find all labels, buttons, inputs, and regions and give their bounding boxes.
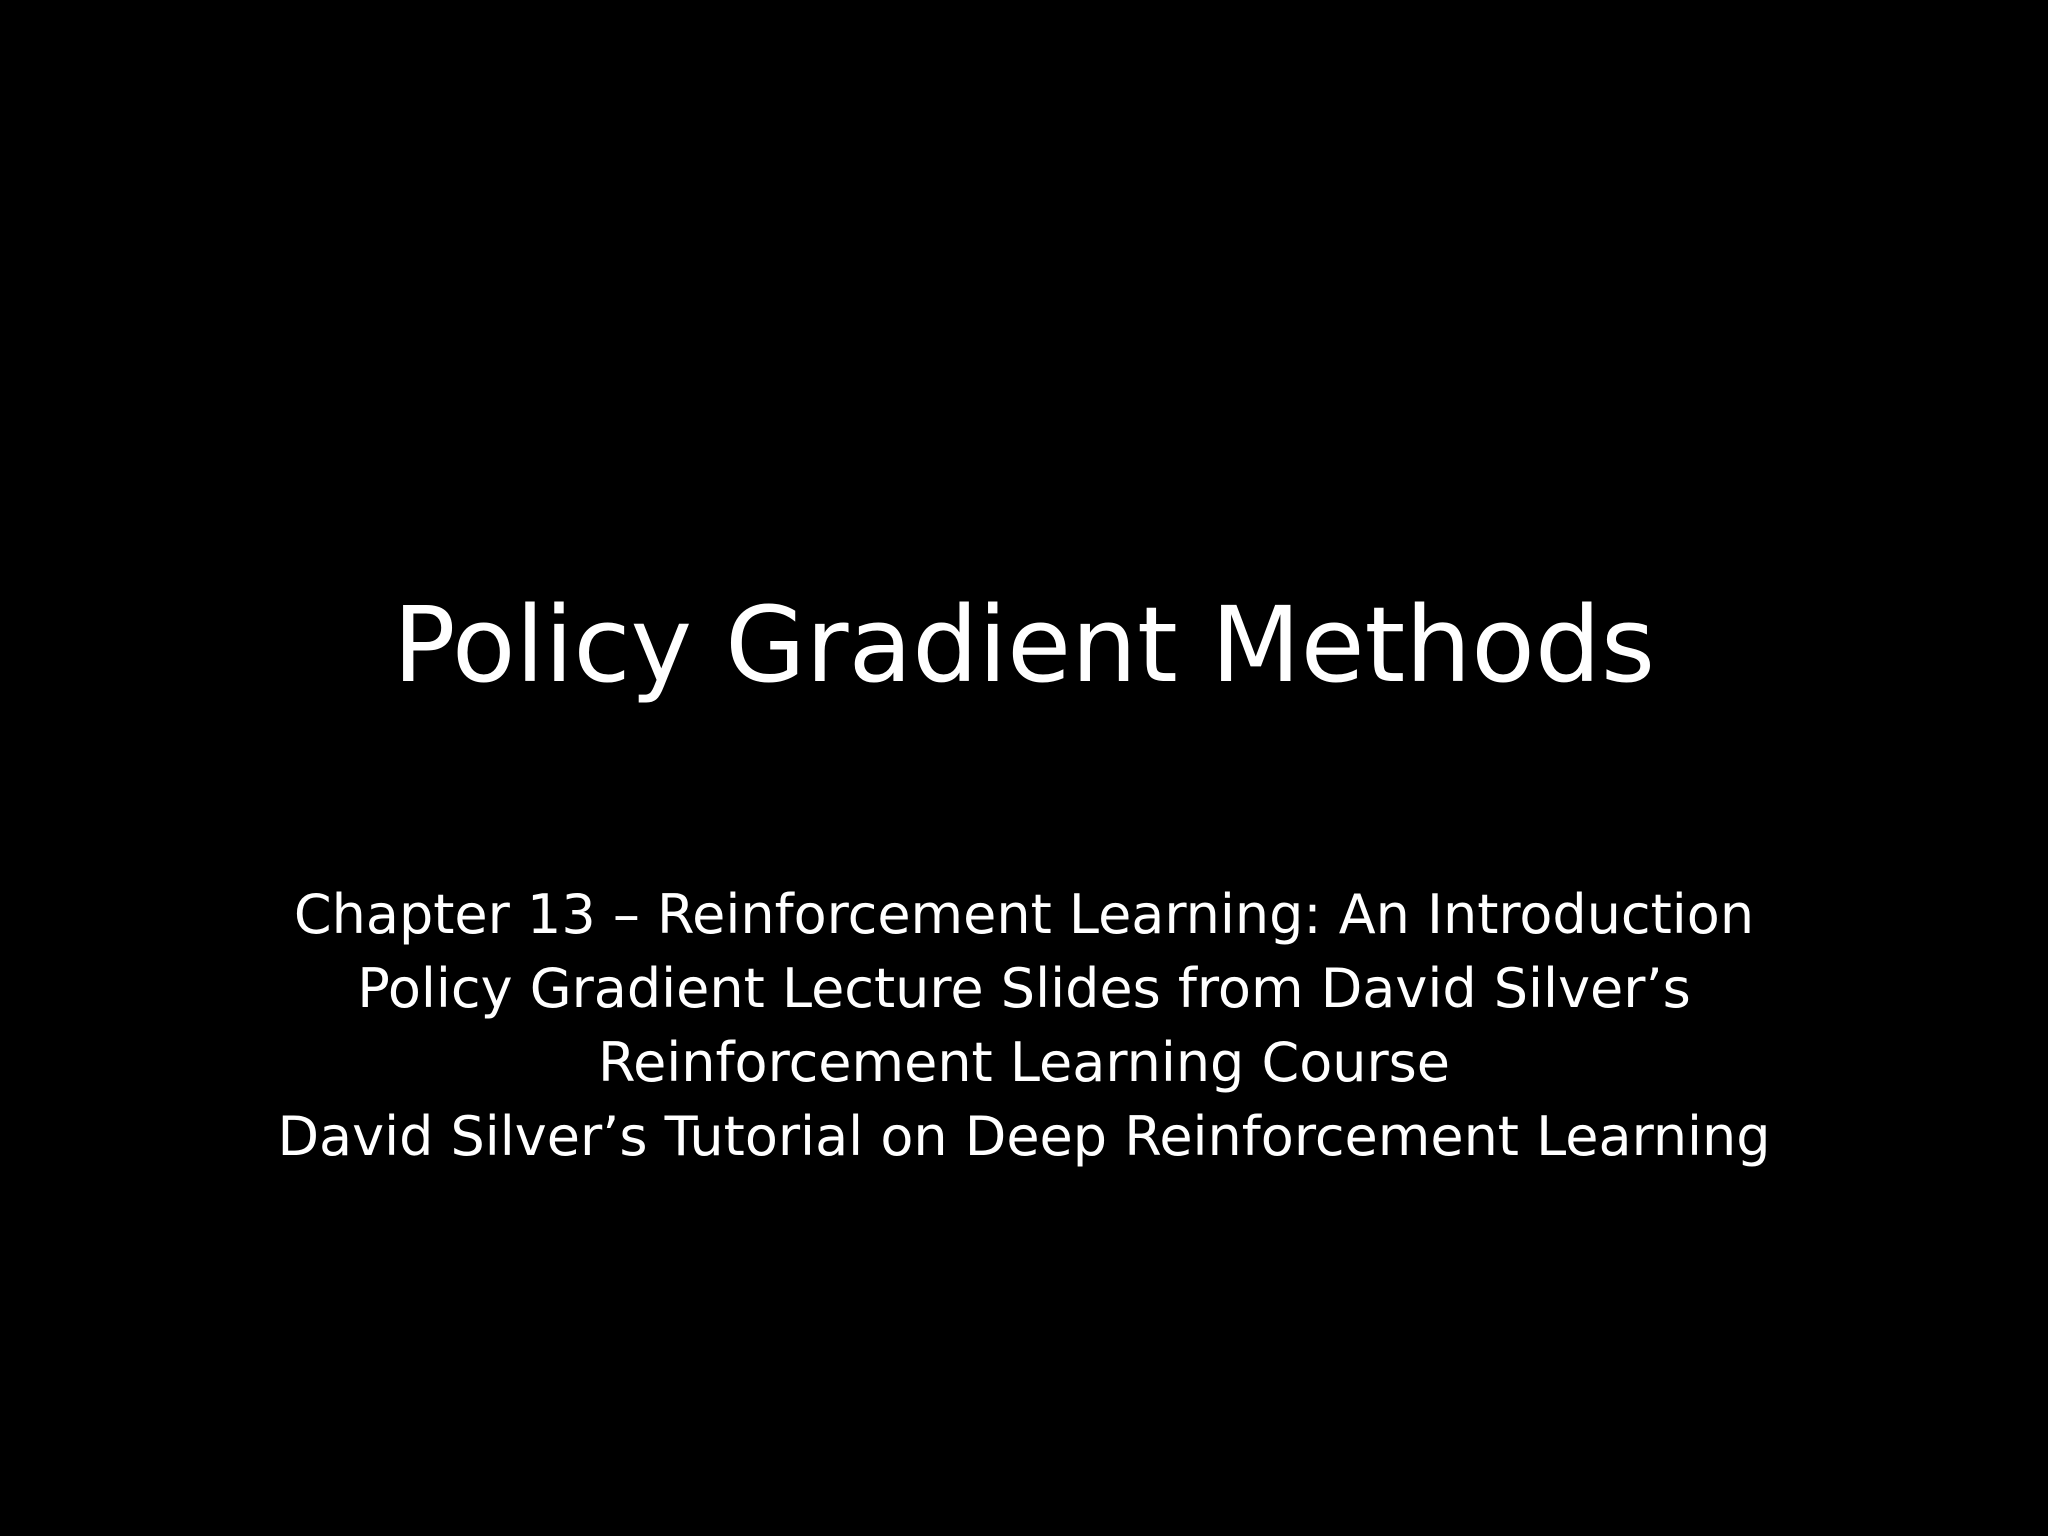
subtitle-line-tutorial: David Silver’s Tutorial on Deep Reinforcement Learning bbox=[277, 1105, 1771, 1168]
slide-title: Policy Gradient Methods bbox=[392, 584, 1656, 706]
subtitle-line-lecture-slides: Policy Gradient Lecture Slides from David Silver’s bbox=[357, 957, 1691, 1020]
subtitle-line-chapter: Chapter 13 – Reinforcement Learning: An Introduction bbox=[293, 883, 1755, 946]
subtitle-line-course: Reinforcement Learning Course bbox=[597, 1031, 1451, 1094]
slide-subtitle bbox=[0, 878, 2048, 1174]
